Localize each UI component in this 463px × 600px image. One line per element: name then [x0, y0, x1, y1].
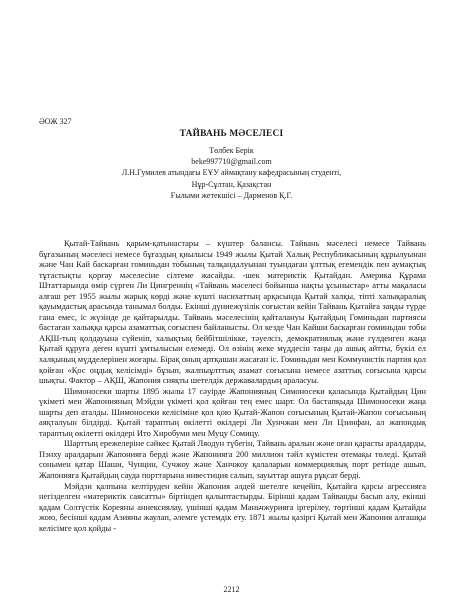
- body-paragraph: Шарттың ережелеріне сәйкес Қытай Ляодун түбегін, Тайвань аралын және оған қарасты аралдарды, Пэнху аралдарын Жапонияға берді және Жапонияға 200 миллион тәйл күмістен өтемақы төледі. Қытай сонымен қатар Шаши, Чунцин, Сучжоу және Ханчжоу қалаларын коммерциялық порт ретінде ашып, Жапонияға Қытайдың сауда порттарына инвестиция салып, зауыттар ашуға рұқсат берді.: [39, 438, 426, 481]
- udk-code: ӘОЖ 327: [39, 117, 72, 126]
- page-number: 2212: [223, 585, 240, 594]
- body-paragraph: Мэйдзи қалпына келтіруден кейін Жапония әлдей шетелге кеңейіп, Қытайға қарсы агрессияға негізделген «материктік саясатты» біртіндеп қалыптастырды. Бірінші қадам Тайванды басып алу, екінші қадам Солтүстік Кореяны аннексиялау, үшінші қадам Маньчжурияға іргерілеу, төртінші қадам Қытайды жою, бесінші қадам Азияны жаулап, әлемге үстемдік ету. 1871 жылы қазіргі Қытай мен Жапония алғашқы келісімге қол қойды -: [39, 480, 426, 533]
- author-name: Төлбек Берік: [209, 146, 254, 155]
- paper-body: [39, 238, 426, 533]
- author-email: beke997710@gmail.com: [191, 157, 272, 166]
- body-paragraph: Қытай-Тайвань қарым-қатынастары – күштер балансы. Тайвань мәселесі немесе Тайвань бұғазының мәселесі немесе бұғаздың қиылысы 1949 жылы Қытай Халық Республикасының құрылуынан және Чан Кай баскарған гоминьдан тобының талқандалуынан туындаған ұлттық егемендік пен аумақтық тұтастықты қорғау мәселесіне сілтеме жасайды. -шек материктік Қытайдан. Америка Құрама Штаттарында өмір сүрген Ли Цингреннің «Тайвань мәселесі бойынша нақты ұсыныстар» атты мақаласы алғаш рет 1955 жылы жарық көрді және күшті насихаттың арқасында Қытай халқы, тіпті халықаралық қауымдастық арасында танымал болды. Екінші дүниежүзілік соғыстан кейін Тайвань Қытайға заңды түрде гана емес, іс жүзінде де қайтарылды. Тайвань мәселесінің қайталануы Қытайдың Гоминьдан партиясы бастаған халыққа қарсы азаматтық соғыспен байланысты. Ол кезде Чан Кайши баскарған гоминьдан тобы АҚШ-тың қолдауына сүйеніп, халықтың бейбітшілікке, тәуелсіз, демократиялық және гүлденген жаңа Қытай құруға деген күшті ұмтылысын елемеді. Ол өзінің жеке мүддесін таңы да ашық айтты, бүкіл ел халқының мүдделерінен жоғары. Бірақ оның артқашан жасаған іс. Гоминьдан мен Коммунистік партия қол қойған «Қос оңдық келісімді» бұзып, жалпыұлттық азамат соғысына немесе азаттық соғысына қарсы шықты. Фактор – АҚШ, Жапония сияқты шетелдік державалардың араласуы.: [39, 238, 426, 386]
- paper-title: ТАЙВАНЬ МӘСЕЛЕСІ: [179, 129, 284, 139]
- author-affiliation: Л.Н.Гумилев атындағы ЕҰУ аймақтану кафедрасының студенті,: [121, 168, 342, 177]
- author-city: Нұр-Сұлтан, Қазақстан: [191, 180, 272, 189]
- body-paragraph: Шимоносеки шарты 1895 жылы 17 сәуірде Жапонияның Симоносеки қаласында Қытайдың Цин үкіметі мен Жапонияның Мэйдзи үкіметі қол қойған тең емес шарт. Ол бастапқыда Шимоносеки жаңа шарты деп аталды. Шимоносеки келісіміне қол қою Қытай-Жапон соғысының Қытай-Жапон соғысының аяқталуын білдірді. Қытай тараптың өкілетті өкілдері Ли Хунчжан мен Ли Цзинфан, ал жапондық тараптың өкілетті өкілдері Ито Хиробуми мен Муцу Сомицу.: [39, 385, 426, 438]
- scientific-supervisor: Ғылыми жетекшісі – Дарменов Қ.Г.: [170, 191, 293, 200]
